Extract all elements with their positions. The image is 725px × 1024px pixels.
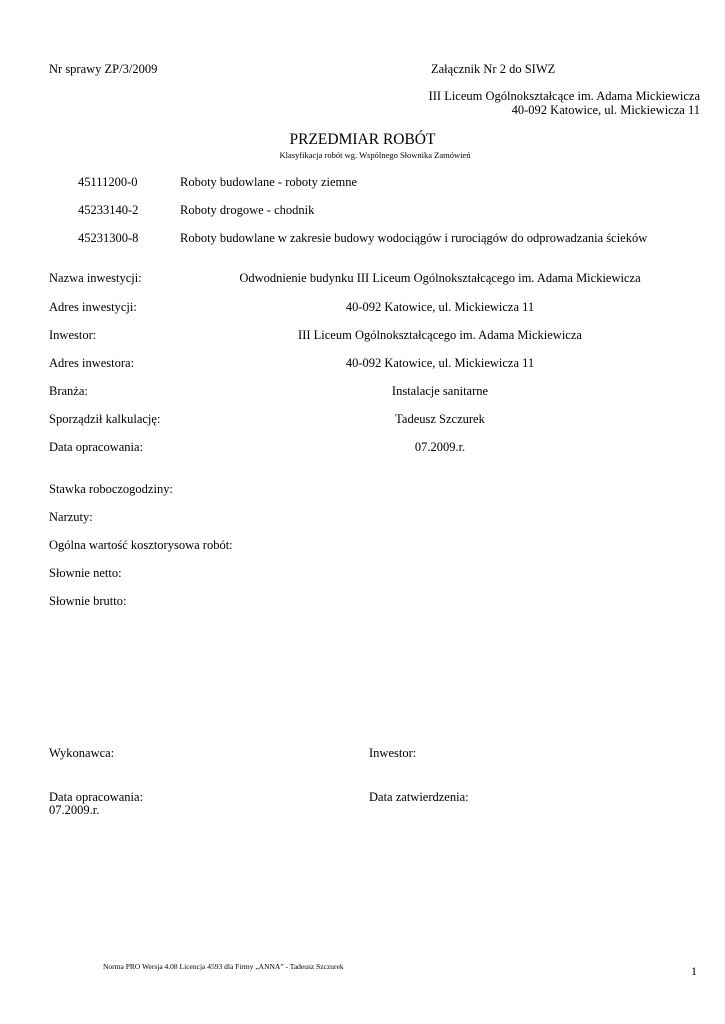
- software-note: Norma PRO Wersja 4.08 Licencja 4593 dla Firmy „ANNA” - Tadeusz Szczurek: [103, 962, 344, 971]
- cost-field-label: Ogólna wartość kosztorysowa robót:: [49, 538, 233, 552]
- info-label: Adres inwestora:: [49, 356, 135, 370]
- page-subtitle: Klasyfikacja robót wg. Wspólnego Słownika Zamówień: [279, 150, 471, 160]
- info-value: 40-092 Katowice, ul. Mickiewicza 11: [345, 300, 535, 314]
- page-title: PRZEDMIAR ROBÓT: [289, 131, 436, 148]
- classification-code: 45233140-2: [78, 203, 139, 217]
- classification-description: Roboty drogowe - chodnik: [180, 203, 315, 217]
- classification-description: Roboty budowlane - roboty ziemne: [180, 175, 358, 189]
- classification-description: Roboty budowlane w zakresie budowy wodociągów i rurociągów do odprowadzania ścieków: [180, 231, 648, 245]
- page-number: 1: [691, 964, 697, 978]
- cost-field-label: Słownie brutto:: [49, 594, 127, 608]
- case-number: Nr sprawy ZP/3/2009: [49, 62, 158, 76]
- contractor-label: Wykonawca:: [49, 746, 115, 760]
- approval-date-label: Data zatwierdzenia:: [369, 790, 469, 804]
- info-value: 07.2009.r.: [414, 440, 466, 454]
- info-value: III Liceum Ogólnokształcącego im. Adama Mickiewicza: [298, 328, 582, 342]
- cost-field-label: Słownie netto:: [49, 566, 122, 580]
- info-label: Nazwa inwestycji:: [49, 271, 142, 285]
- cost-field-label: Stawka roboczogodziny:: [49, 482, 173, 496]
- prepared-date-label: Data opracowania:: [49, 790, 144, 804]
- info-value: Odwodnienie budynku III Liceum Ogólnokształcącego im. Adama Mickiewicza: [239, 271, 641, 285]
- info-value: 40-092 Katowice, ul. Mickiewicza 11: [345, 356, 535, 370]
- info-label: Data opracowania:: [49, 440, 144, 454]
- info-label: Adres inwestycji:: [49, 300, 137, 314]
- school-name: III Liceum Ogólnokształcące im. Adama Mickiewicza: [428, 89, 700, 103]
- school-address: 40-092 Katowice, ul. Mickiewicza 11: [511, 103, 700, 117]
- classification-code: 45231300-8: [78, 231, 139, 245]
- classification-code: 45111200-0: [78, 175, 138, 189]
- cost-field-label: Narzuty:: [49, 510, 93, 524]
- investor-label: Inwestor:: [369, 746, 417, 760]
- info-value: Instalacje sanitarne: [391, 384, 489, 398]
- info-label: Sporządził kalkulację:: [49, 412, 161, 426]
- attachment-label: Załącznik Nr 2 do SIWZ: [431, 62, 556, 76]
- info-value: Tadeusz Szczurek: [395, 412, 485, 426]
- info-label: Branża:: [49, 384, 88, 398]
- prepared-date-value: 07.2009.r.: [49, 803, 100, 817]
- info-label: Inwestor:: [49, 328, 97, 342]
